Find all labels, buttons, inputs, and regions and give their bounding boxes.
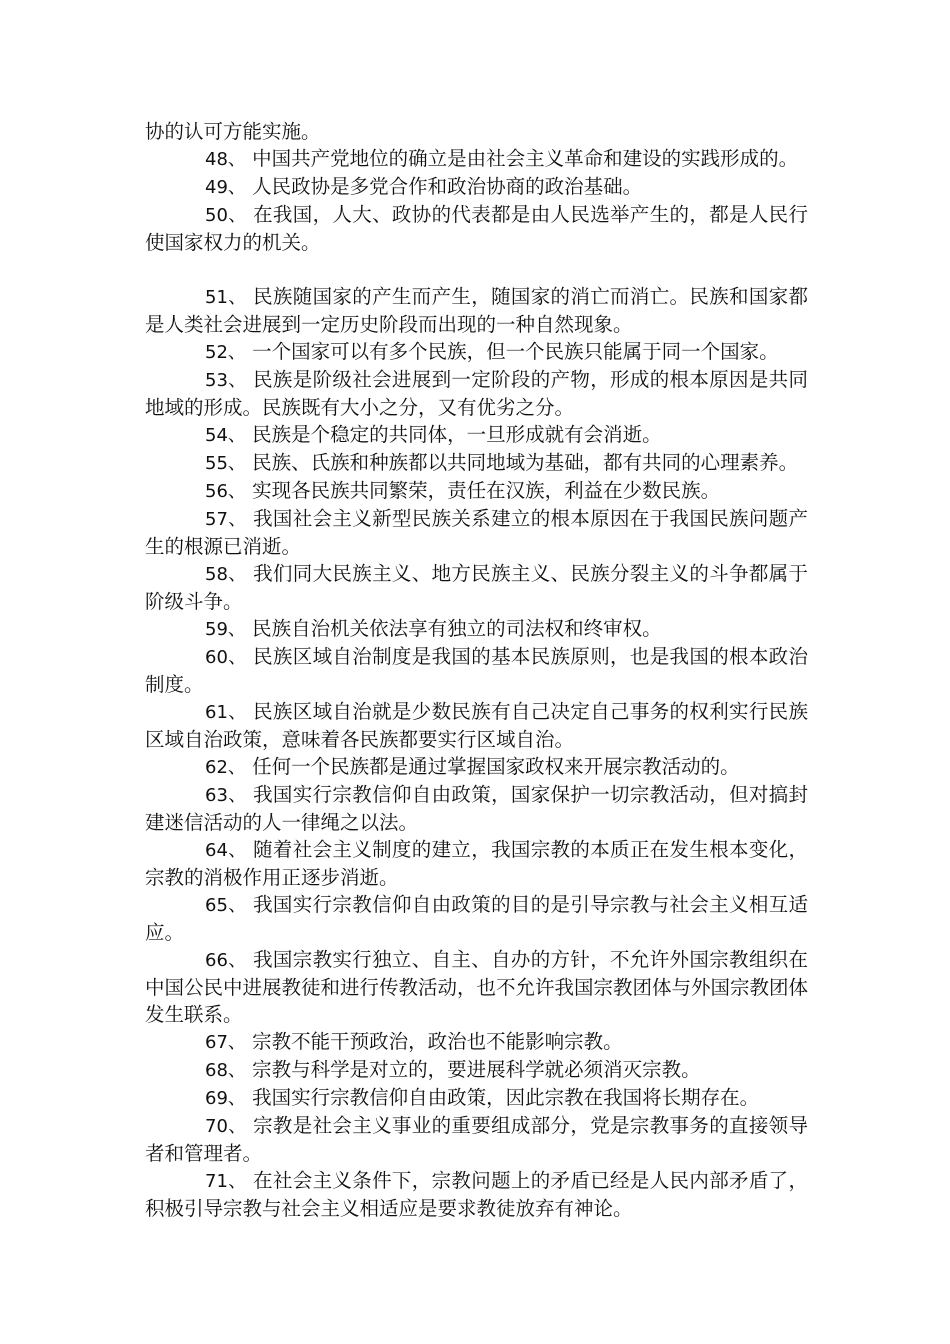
question-number: 68、 xyxy=(205,1060,246,1081)
question-text: 中国共产党地位的确立是由社会主义革命和建设的实践形成的。 xyxy=(245,147,799,170)
question-text: 宗教与科学是对立的，要进展科学就必须消灭宗教。 xyxy=(245,1058,701,1081)
question-number: 53、 xyxy=(205,370,247,391)
question-text: 我国宗教实行独立、自主、自办的方针，不允许外国宗教组织在中国公民中进展教徒和进行传教活动，也不允许我国宗教团体与外国宗教团体发生联系。 xyxy=(145,948,809,1026)
question-text: 我们同大民族主义、地方民族主义、民族分裂主义的斗争都属于阶级斗争。 xyxy=(145,562,809,613)
question-number: 57、 xyxy=(205,509,247,530)
question-number: 59、 xyxy=(205,619,246,640)
question-number: 54、 xyxy=(205,425,246,446)
question-text: 在社会主义条件下，宗教问题上的矛盾已经是人民内部矛盾了，积极引导宗教与社会主义相适应是要求教徒放弃有神论。 xyxy=(145,1169,809,1220)
question-number: 67、 xyxy=(205,1032,246,1053)
question-number: 51、 xyxy=(205,287,247,308)
question-70 xyxy=(145,1112,808,1167)
question-number: 48、 xyxy=(205,149,246,170)
question-52 xyxy=(145,338,808,366)
question-57 xyxy=(145,505,808,560)
question-68 xyxy=(145,1056,808,1084)
section-gap xyxy=(145,256,808,283)
question-text: 实现各民族共同繁荣，责任在汉族，利益在少数民族。 xyxy=(245,479,721,502)
question-62 xyxy=(145,753,808,781)
question-number: 70、 xyxy=(205,1116,247,1137)
question-51 xyxy=(145,283,808,338)
question-56 xyxy=(145,477,808,505)
question-50 xyxy=(145,201,808,256)
question-53 xyxy=(145,366,808,421)
question-number: 64、 xyxy=(205,840,247,861)
continuation-paragraph: 协的认可方能实施。 xyxy=(145,120,321,143)
question-text: 人民政协是多党合作和政治协商的政治基础。 xyxy=(245,175,643,198)
question-65 xyxy=(145,891,808,946)
question-59 xyxy=(145,615,808,643)
question-text: 我国实行宗教信仰自由政策，国家保护一切宗教活动，但对搞封建迷信活动的人一律绳之以法。 xyxy=(145,783,809,834)
question-text: 宗教不能干预政治，政治也不能影响宗教。 xyxy=(245,1030,623,1053)
question-60 xyxy=(145,643,808,698)
question-text: 我国实行宗教信仰自由政策，因此宗教在我国将长期存在。 xyxy=(245,1086,760,1109)
question-number: 49、 xyxy=(205,177,246,198)
question-text: 宗教是社会主义事业的重要组成部分，党是宗教事务的直接领导者和管理者。 xyxy=(145,1114,809,1165)
question-number: 56、 xyxy=(205,481,246,502)
question-text: 随着社会主义制度的建立，我国宗教的本质正在发生根本变化，宗教的消极作用正逐步消逝。 xyxy=(145,838,809,889)
question-number: 62、 xyxy=(205,757,246,778)
question-71 xyxy=(145,1167,808,1222)
question-63 xyxy=(145,781,808,836)
question-48 xyxy=(145,145,808,173)
question-69 xyxy=(145,1084,808,1112)
question-text: 民族区域自治制度是我国的基本民族原则，也是我国的根本政治制度。 xyxy=(145,645,809,696)
question-text: 一个国家可以有多个民族，但一个民族只能属于同一个国家。 xyxy=(245,340,779,363)
question-number: 63、 xyxy=(205,785,247,806)
question-text: 民族区域自治就是少数民族有自己决定自己事务的权利实行民族区域自治政策，意味着各民族都要实行区域自治。 xyxy=(145,700,809,751)
question-text: 民族自治机关依法享有独立的司法权和终审权。 xyxy=(245,617,662,640)
question-55 xyxy=(145,449,808,477)
question-number: 50、 xyxy=(205,205,247,226)
question-58 xyxy=(145,560,808,615)
question-number: 71、 xyxy=(205,1171,247,1192)
question-text: 我国实行宗教信仰自由政策的目的是引导宗教与社会主义相互适应。 xyxy=(145,893,809,944)
question-67 xyxy=(145,1028,808,1056)
question-number: 52、 xyxy=(205,342,246,363)
question-text: 民族是阶级社会进展到一定阶段的产物，形成的根本原因是共同地域的形成。民族既有大小之分，又有优劣之分。 xyxy=(145,368,809,419)
question-text: 在我国，人大、政协的代表都是由人民选举产生的，都是人民行使国家权力的机关。 xyxy=(145,203,809,254)
question-text: 任何一个民族都是通过掌握国家政权来开展宗教活动的。 xyxy=(245,755,740,778)
question-number: 65、 xyxy=(205,895,247,916)
question-number: 55、 xyxy=(205,453,246,474)
question-text: 民族是个稳定的共同体，一旦形成就有会消逝。 xyxy=(245,423,662,446)
question-54 xyxy=(145,421,808,449)
question-number: 58、 xyxy=(205,564,247,585)
question-61 xyxy=(145,698,808,753)
question-text: 我国社会主义新型民族关系建立的根本原因在于我国民族问题产生的根源已消逝。 xyxy=(145,507,809,558)
question-64 xyxy=(145,836,808,891)
question-text: 民族随国家的产生而产生，随国家的消亡而消亡。民族和国家都是人类社会进展到一定历史阶段而出现的一种自然现象。 xyxy=(145,285,809,336)
question-66 xyxy=(145,946,808,1028)
question-number: 69、 xyxy=(205,1088,246,1109)
question-49 xyxy=(145,173,808,201)
document-body xyxy=(145,118,808,1222)
question-number: 61、 xyxy=(205,702,247,723)
question-number: 66、 xyxy=(205,950,247,971)
question-number: 60、 xyxy=(205,647,247,668)
question-text: 民族、氏族和种族都以共同地域为基础，都有共同的心理素养。 xyxy=(245,451,799,474)
